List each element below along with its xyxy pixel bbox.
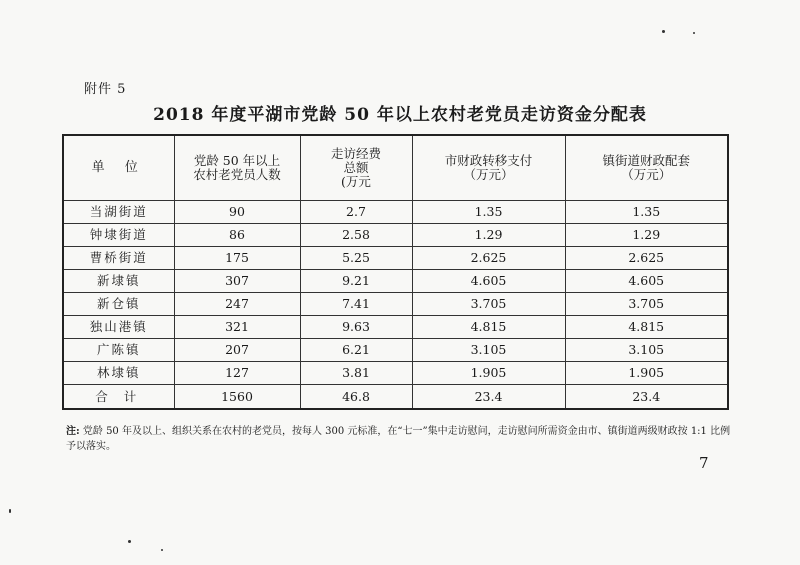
attachment-label: 附件 5 [84,82,127,97]
cell-town: 3.705 [565,293,728,316]
cell-total: 7.41 [300,293,412,316]
cell-members: 207 [174,339,300,362]
header-unit: 单 位 [63,135,174,201]
table-row [63,316,728,339]
header-city-line2: （万元） [463,167,514,182]
table-row [63,224,728,247]
header-total-funds [300,135,412,201]
cell-town: 3.105 [565,339,728,362]
scan-speck [9,509,11,513]
cell-unit: 广陈镇 [63,339,174,362]
cell-members: 90 [174,201,300,224]
total-funds: 46.8 [300,385,412,410]
header-city-line1: 市财政转移支付 [444,153,533,168]
allocation-table [62,134,729,410]
table-row [63,201,728,224]
cell-members: 307 [174,270,300,293]
cell-total: 5.25 [300,247,412,270]
header-members [174,135,300,201]
total-town: 23.4 [565,385,728,410]
cell-city: 1.35 [412,201,565,224]
cell-total: 9.21 [300,270,412,293]
cell-unit: 独山港镇 [63,316,174,339]
cell-city: 2.625 [412,247,565,270]
cell-city: 3.705 [412,293,565,316]
table-row [63,247,728,270]
cell-members: 247 [174,293,300,316]
total-city: 23.4 [412,385,565,410]
scan-speck [128,540,131,543]
cell-town: 1.29 [565,224,728,247]
table-row [63,293,728,316]
header-members-line2: 农村老党员人数 [193,167,281,182]
header-town-line1: 镇街道财政配套 [602,153,690,168]
cell-unit: 当湖街道 [63,201,174,224]
cell-city: 4.815 [412,316,565,339]
cell-city: 1.29 [412,224,565,247]
header-town-matching [565,135,728,201]
cell-city: 4.605 [412,270,565,293]
total-unit: 合 计 [63,385,174,410]
cell-city: 1.905 [412,362,565,385]
header-total-line2: 总额 [343,160,369,175]
cell-unit: 林埭镇 [63,362,174,385]
table-row [63,339,728,362]
header-members-line1: 党龄 50 年以上 [193,153,281,168]
cell-town: 4.605 [565,270,728,293]
header-town-line2: （万元） [621,167,672,182]
header-city-transfer [412,135,565,201]
cell-town: 2.625 [565,247,728,270]
table-total-row [63,385,728,410]
cell-total: 3.81 [300,362,412,385]
cell-members: 86 [174,224,300,247]
cell-total: 2.58 [300,224,412,247]
scan-speck [161,549,163,551]
footnote-text: 党龄 50 年及以上、组织关系在农村的老党员，按每人 300 元标准，在“七一”集中走访慰问，走访慰问所需资金由市、镇街道两级财政按 1:1 比例予以落实。 [66,426,731,452]
cell-unit: 新埭镇 [63,270,174,293]
cell-town: 1.905 [565,362,728,385]
cell-town: 4.815 [565,316,728,339]
table-header-row [63,135,728,201]
footnote [66,424,734,454]
cell-members: 175 [174,247,300,270]
cell-total: 2.7 [300,201,412,224]
cell-unit: 曹桥街道 [63,247,174,270]
header-total-line1: 走访经费 [330,146,381,161]
cell-members: 321 [174,316,300,339]
cell-total: 9.63 [300,316,412,339]
total-members: 1560 [174,385,300,410]
cell-unit: 钟埭街道 [63,224,174,247]
cell-unit: 新仓镇 [63,293,174,316]
table-row [63,270,728,293]
cell-town: 1.35 [565,201,728,224]
document-title: 2018 年度平湖市党龄 50 年以上农村老党员走访资金分配表 [153,105,647,125]
footnote-label: 注: [66,426,80,437]
cell-members: 127 [174,362,300,385]
cell-total: 6.21 [300,339,412,362]
scan-speck [693,32,695,34]
page-number: 7 [699,454,709,472]
header-total-line3: (万元 [341,174,371,189]
table-row [63,362,728,385]
scan-speck [662,30,665,33]
cell-city: 3.105 [412,339,565,362]
